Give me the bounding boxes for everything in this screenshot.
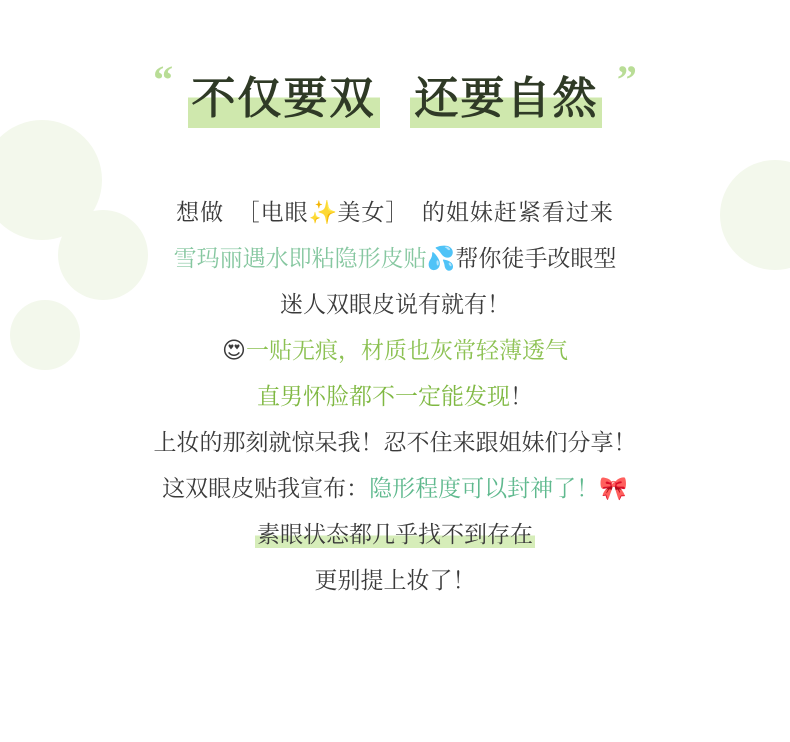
close-quote-icon: ” (616, 57, 637, 102)
open-quote-icon: “ (153, 57, 174, 102)
headline-part-2: 还要自然 (410, 62, 602, 128)
product-name: 雪玛丽遇水即粘隐形皮贴 (173, 246, 427, 272)
copy-line-8-text: 素眼状态都几乎找不到存在 (257, 522, 533, 548)
copy-line-5-b: ！ (510, 384, 533, 410)
headline-text (188, 62, 603, 128)
sparkles-icon: ✨ (308, 200, 338, 226)
copy-line-5 (0, 374, 790, 420)
copy-line-7-b: 隐形程度可以封神了！ (369, 476, 600, 502)
smiling-face-hearts-icon: 😍 (222, 338, 246, 364)
copy-line-1-a: 想做 ［电眼 (176, 200, 309, 226)
water-drop-icon: 💦 (426, 246, 456, 272)
copy-line-7-a: 这双眼皮贴我宣布： (162, 476, 370, 502)
headline-part-1: 不仅要双 (188, 62, 380, 128)
copy-line-1 (0, 190, 790, 236)
copy-line-6: 上妆的那刻就惊呆我！忍不住来跟姐妹们分享！ (153, 430, 637, 456)
copy-line-5-a: 直男怀脸都不一定能发现 (257, 384, 510, 410)
copy-line-2-rest: 帮你徒手改眼型 (455, 246, 617, 272)
page-title (0, 56, 790, 128)
copy-line-4-b: 轻薄透气 (475, 338, 568, 364)
copy-line-1-b: 美女］ 的姐妹赶紧看过来 (337, 200, 614, 226)
body-copy (0, 190, 790, 604)
copy-line-2 (0, 236, 790, 282)
copy-line-7 (0, 466, 790, 512)
copy-line-4 (0, 328, 790, 374)
copy-line-9: 更别提上妆了！ (314, 568, 476, 594)
ribbon-icon: 🎀 (599, 476, 628, 502)
copy-line-8 (0, 512, 790, 558)
copy-line-4-a: 一贴无痕，材质也灰常 (245, 338, 476, 364)
copy-line-3: 迷人双眼皮说有就有！ (280, 292, 510, 318)
